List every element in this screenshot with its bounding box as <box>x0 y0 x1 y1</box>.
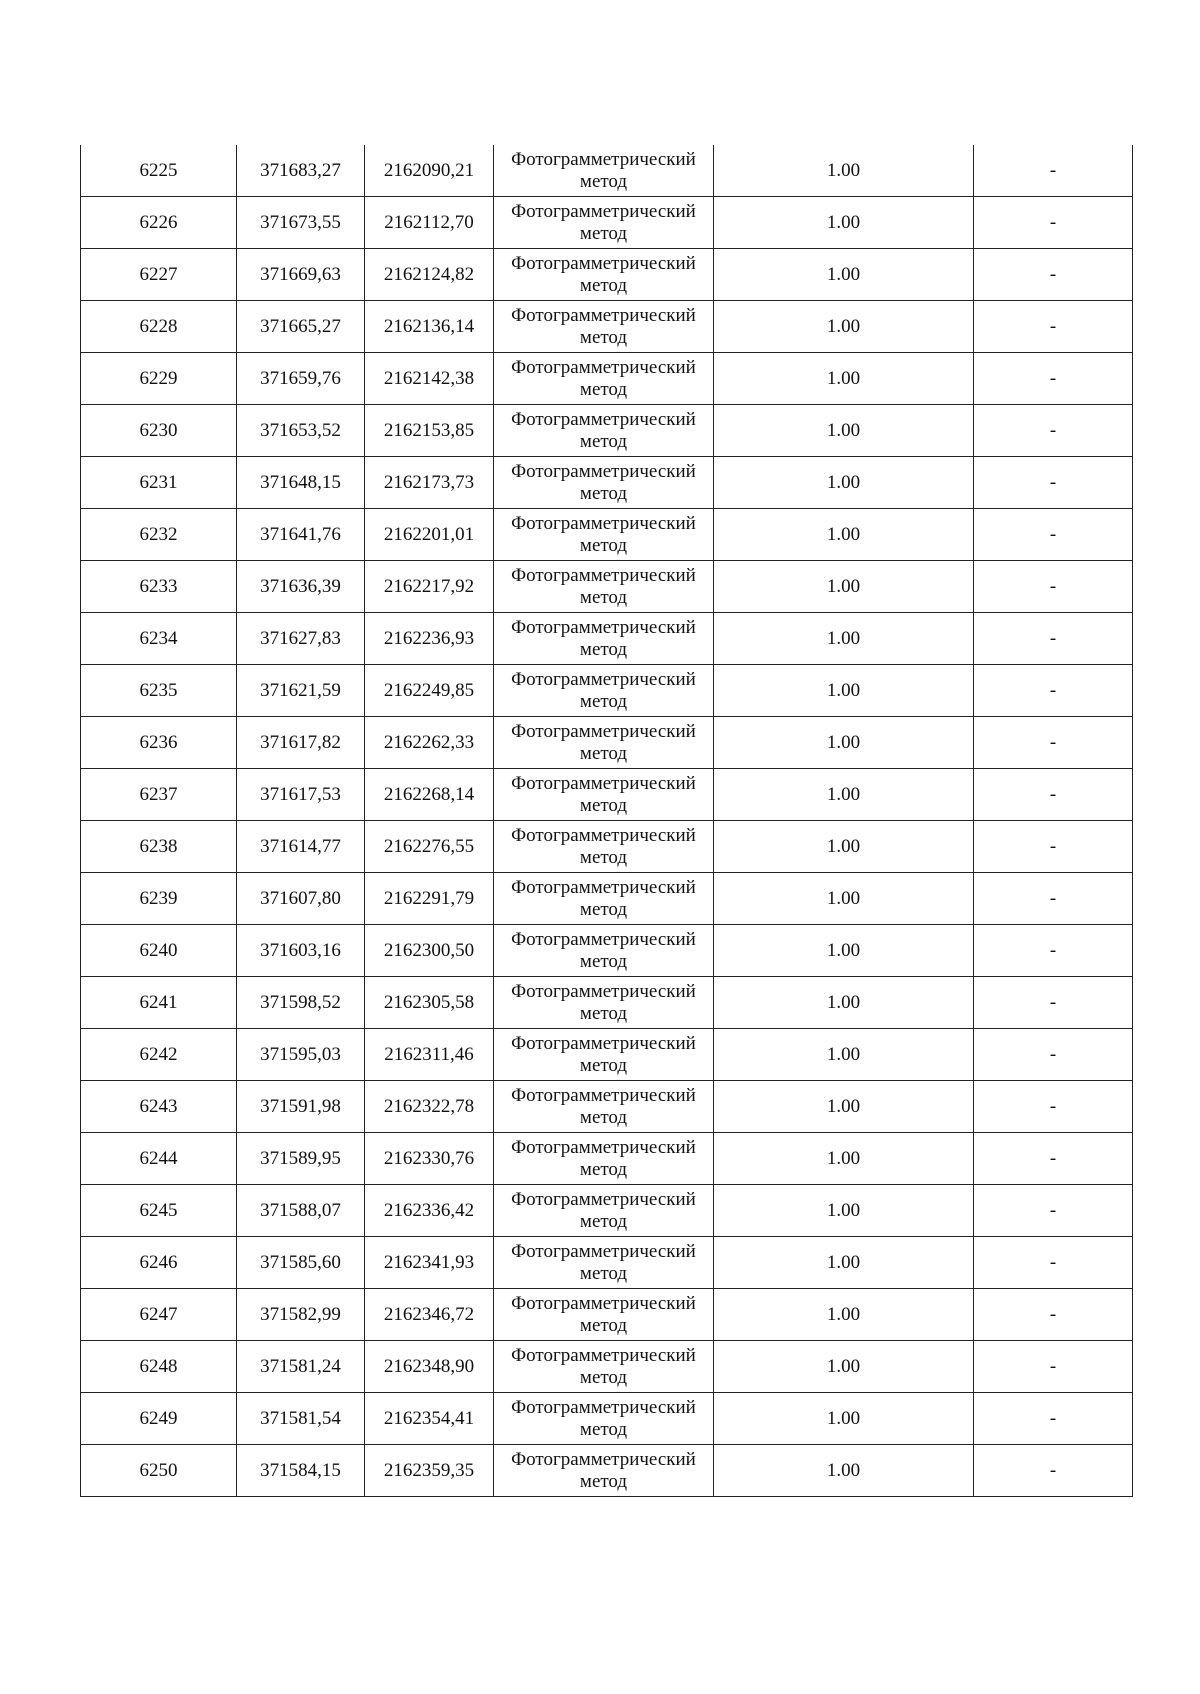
method-line-2: метод <box>579 1210 628 1232</box>
method-line-2: метод <box>579 1418 628 1440</box>
note-cell: - <box>974 561 1133 613</box>
note-cell: - <box>974 457 1133 509</box>
x-coordinate-cell: 371607,80 <box>237 873 365 925</box>
note-cell: - <box>974 665 1133 717</box>
point-number-cell: 6248 <box>81 1341 237 1393</box>
method-cell <box>494 873 714 925</box>
point-number-cell: 6234 <box>81 613 237 665</box>
note-cell: - <box>974 1445 1133 1497</box>
table-row <box>81 1133 1133 1185</box>
method-cell <box>494 977 714 1029</box>
precision-cell: 1.00 <box>714 301 974 353</box>
method-line-1: Фотограмметрический <box>511 1136 696 1158</box>
precision-cell: 1.00 <box>714 925 974 977</box>
method-cell <box>494 457 714 509</box>
y-coordinate-cell: 2162124,82 <box>365 249 494 301</box>
point-number-cell: 6233 <box>81 561 237 613</box>
note-cell: - <box>974 1341 1133 1393</box>
method-line-1: Фотограмметрический <box>511 1292 696 1314</box>
method-line-2: метод <box>579 222 628 244</box>
precision-cell: 1.00 <box>714 1081 974 1133</box>
precision-cell: 1.00 <box>714 457 974 509</box>
method-cell <box>494 821 714 873</box>
x-coordinate-cell: 371581,24 <box>237 1341 365 1393</box>
precision-cell: 1.00 <box>714 1029 974 1081</box>
precision-cell: 1.00 <box>714 665 974 717</box>
note-cell: - <box>974 821 1133 873</box>
table-row <box>81 1341 1133 1393</box>
note-cell: - <box>974 509 1133 561</box>
method-line-1: Фотограмметрический <box>511 616 696 638</box>
method-line-1: Фотограмметрический <box>511 824 696 846</box>
point-number-cell: 6243 <box>81 1081 237 1133</box>
x-coordinate-cell: 371659,76 <box>237 353 365 405</box>
table-row <box>81 561 1133 613</box>
y-coordinate-cell: 2162354,41 <box>365 1393 494 1445</box>
table-row <box>81 665 1133 717</box>
note-cell: - <box>974 1081 1133 1133</box>
precision-cell: 1.00 <box>714 977 974 1029</box>
method-cell <box>494 353 714 405</box>
table-row <box>81 925 1133 977</box>
table-row <box>81 821 1133 873</box>
x-coordinate-cell: 371584,15 <box>237 1445 365 1497</box>
y-coordinate-cell: 2162249,85 <box>365 665 494 717</box>
method-line-2: метод <box>579 950 628 972</box>
x-coordinate-cell: 371641,76 <box>237 509 365 561</box>
precision-cell: 1.00 <box>714 197 974 249</box>
table-row <box>81 353 1133 405</box>
y-coordinate-cell: 2162217,92 <box>365 561 494 613</box>
point-number-cell: 6226 <box>81 197 237 249</box>
method-line-2: метод <box>579 482 628 504</box>
table-row <box>81 873 1133 925</box>
method-line-1: Фотограмметрический <box>511 1240 696 1262</box>
table-row <box>81 613 1133 665</box>
method-cell <box>494 1341 714 1393</box>
table-row <box>81 509 1133 561</box>
method-cell <box>494 1133 714 1185</box>
precision-cell: 1.00 <box>714 821 974 873</box>
note-cell: - <box>974 1393 1133 1445</box>
method-line-1: Фотограмметрический <box>511 200 696 222</box>
table-row <box>81 405 1133 457</box>
point-number-cell: 6244 <box>81 1133 237 1185</box>
y-coordinate-cell: 2162336,42 <box>365 1185 494 1237</box>
note-cell: - <box>974 613 1133 665</box>
x-coordinate-cell: 371617,53 <box>237 769 365 821</box>
method-line-2: метод <box>579 1106 628 1128</box>
y-coordinate-cell: 2162142,38 <box>365 353 494 405</box>
x-coordinate-cell: 371582,99 <box>237 1289 365 1341</box>
y-coordinate-cell: 2162311,46 <box>365 1029 494 1081</box>
y-coordinate-cell: 2162112,70 <box>365 197 494 249</box>
x-coordinate-cell: 371591,98 <box>237 1081 365 1133</box>
method-line-1: Фотограмметрический <box>511 356 696 378</box>
table-row <box>81 1445 1133 1497</box>
note-cell: - <box>974 873 1133 925</box>
method-line-1: Фотограмметрический <box>511 1188 696 1210</box>
point-number-cell: 6239 <box>81 873 237 925</box>
method-cell <box>494 249 714 301</box>
precision-cell: 1.00 <box>714 717 974 769</box>
point-number-cell: 6230 <box>81 405 237 457</box>
method-line-2: метод <box>579 1314 628 1336</box>
y-coordinate-cell: 2162276,55 <box>365 821 494 873</box>
method-line-2: метод <box>579 690 628 712</box>
method-line-2: метод <box>579 794 628 816</box>
method-line-1: Фотограмметрический <box>511 1448 696 1470</box>
point-number-cell: 6247 <box>81 1289 237 1341</box>
method-line-1: Фотограмметрический <box>511 564 696 586</box>
method-cell <box>494 405 714 457</box>
precision-cell: 1.00 <box>714 1445 974 1497</box>
method-line-2: метод <box>579 1158 628 1180</box>
coordinates-table <box>80 145 1133 1497</box>
y-coordinate-cell: 2162348,90 <box>365 1341 494 1393</box>
method-line-2: метод <box>579 326 628 348</box>
method-cell <box>494 1185 714 1237</box>
method-cell <box>494 925 714 977</box>
y-coordinate-cell: 2162305,58 <box>365 977 494 1029</box>
method-line-1: Фотограмметрический <box>511 772 696 794</box>
x-coordinate-cell: 371598,52 <box>237 977 365 1029</box>
note-cell: - <box>974 769 1133 821</box>
precision-cell: 1.00 <box>714 249 974 301</box>
x-coordinate-cell: 371669,63 <box>237 249 365 301</box>
method-cell <box>494 197 714 249</box>
method-line-1: Фотограмметрический <box>511 1396 696 1418</box>
y-coordinate-cell: 2162291,79 <box>365 873 494 925</box>
point-number-cell: 6238 <box>81 821 237 873</box>
y-coordinate-cell: 2162201,01 <box>365 509 494 561</box>
table-row <box>81 457 1133 509</box>
method-line-2: метод <box>579 1262 628 1284</box>
method-line-1: Фотограмметрический <box>511 408 696 430</box>
point-number-cell: 6225 <box>81 145 237 197</box>
x-coordinate-cell: 371648,15 <box>237 457 365 509</box>
precision-cell: 1.00 <box>714 509 974 561</box>
method-cell <box>494 1445 714 1497</box>
note-cell: - <box>974 977 1133 1029</box>
method-line-2: метод <box>579 378 628 400</box>
table-row <box>81 1393 1133 1445</box>
method-line-1: Фотограмметрический <box>511 304 696 326</box>
table-row <box>81 977 1133 1029</box>
note-cell: - <box>974 405 1133 457</box>
y-coordinate-cell: 2162346,72 <box>365 1289 494 1341</box>
note-cell: - <box>974 249 1133 301</box>
method-cell <box>494 1393 714 1445</box>
y-coordinate-cell: 2162341,93 <box>365 1237 494 1289</box>
y-coordinate-cell: 2162262,33 <box>365 717 494 769</box>
point-number-cell: 6245 <box>81 1185 237 1237</box>
point-number-cell: 6242 <box>81 1029 237 1081</box>
point-number-cell: 6237 <box>81 769 237 821</box>
y-coordinate-cell: 2162330,76 <box>365 1133 494 1185</box>
point-number-cell: 6231 <box>81 457 237 509</box>
x-coordinate-cell: 371636,39 <box>237 561 365 613</box>
method-cell <box>494 613 714 665</box>
method-cell <box>494 509 714 561</box>
y-coordinate-cell: 2162136,14 <box>365 301 494 353</box>
method-cell <box>494 1029 714 1081</box>
table-row <box>81 1029 1133 1081</box>
y-coordinate-cell: 2162268,14 <box>365 769 494 821</box>
x-coordinate-cell: 371581,54 <box>237 1393 365 1445</box>
point-number-cell: 6236 <box>81 717 237 769</box>
precision-cell: 1.00 <box>714 353 974 405</box>
method-cell <box>494 1081 714 1133</box>
method-cell <box>494 1289 714 1341</box>
method-cell <box>494 769 714 821</box>
y-coordinate-cell: 2162300,50 <box>365 925 494 977</box>
y-coordinate-cell: 2162090,21 <box>365 145 494 197</box>
precision-cell: 1.00 <box>714 1289 974 1341</box>
method-line-2: метод <box>579 534 628 556</box>
method-line-2: метод <box>579 274 628 296</box>
coordinates-table-body <box>81 145 1133 1497</box>
method-line-1: Фотограмметрический <box>511 1084 696 1106</box>
precision-cell: 1.00 <box>714 1133 974 1185</box>
method-line-2: метод <box>579 898 628 920</box>
method-line-1: Фотограмметрический <box>511 1344 696 1366</box>
precision-cell: 1.00 <box>714 561 974 613</box>
x-coordinate-cell: 371595,03 <box>237 1029 365 1081</box>
x-coordinate-cell: 371653,52 <box>237 405 365 457</box>
note-cell: - <box>974 925 1133 977</box>
note-cell: - <box>974 1185 1133 1237</box>
method-line-2: метод <box>579 1366 628 1388</box>
point-number-cell: 6235 <box>81 665 237 717</box>
method-line-2: метод <box>579 1470 628 1492</box>
method-cell <box>494 301 714 353</box>
method-line-1: Фотограмметрический <box>511 928 696 950</box>
precision-cell: 1.00 <box>714 613 974 665</box>
precision-cell: 1.00 <box>714 405 974 457</box>
point-number-cell: 6246 <box>81 1237 237 1289</box>
point-number-cell: 6241 <box>81 977 237 1029</box>
table-row <box>81 301 1133 353</box>
method-line-2: метод <box>579 1002 628 1024</box>
method-line-1: Фотограмметрический <box>511 460 696 482</box>
precision-cell: 1.00 <box>714 1341 974 1393</box>
table-row <box>81 145 1133 197</box>
note-cell: - <box>974 353 1133 405</box>
point-number-cell: 6232 <box>81 509 237 561</box>
method-line-2: метод <box>579 846 628 868</box>
table-row <box>81 717 1133 769</box>
method-line-2: метод <box>579 638 628 660</box>
method-line-2: метод <box>579 742 628 764</box>
method-line-2: метод <box>579 430 628 452</box>
method-line-2: метод <box>579 586 628 608</box>
method-line-1: Фотограмметрический <box>511 668 696 690</box>
note-cell: - <box>974 1289 1133 1341</box>
method-line-1: Фотограмметрический <box>511 252 696 274</box>
y-coordinate-cell: 2162153,85 <box>365 405 494 457</box>
method-cell <box>494 717 714 769</box>
point-number-cell: 6227 <box>81 249 237 301</box>
point-number-cell: 6229 <box>81 353 237 405</box>
table-row <box>81 1081 1133 1133</box>
table-row <box>81 769 1133 821</box>
precision-cell: 1.00 <box>714 873 974 925</box>
x-coordinate-cell: 371627,83 <box>237 613 365 665</box>
method-line-1: Фотограмметрический <box>511 720 696 742</box>
table-row <box>81 1237 1133 1289</box>
method-line-1: Фотограмметрический <box>511 512 696 534</box>
method-cell <box>494 145 714 197</box>
x-coordinate-cell: 371603,16 <box>237 925 365 977</box>
y-coordinate-cell: 2162236,93 <box>365 613 494 665</box>
precision-cell: 1.00 <box>714 769 974 821</box>
x-coordinate-cell: 371585,60 <box>237 1237 365 1289</box>
x-coordinate-cell: 371614,77 <box>237 821 365 873</box>
method-line-1: Фотограмметрический <box>511 980 696 1002</box>
method-line-1: Фотограмметрический <box>511 1032 696 1054</box>
method-line-2: метод <box>579 170 628 192</box>
note-cell: - <box>974 1029 1133 1081</box>
point-number-cell: 6250 <box>81 1445 237 1497</box>
x-coordinate-cell: 371617,82 <box>237 717 365 769</box>
method-cell <box>494 561 714 613</box>
point-number-cell: 6249 <box>81 1393 237 1445</box>
note-cell: - <box>974 1133 1133 1185</box>
point-number-cell: 6228 <box>81 301 237 353</box>
table-row <box>81 249 1133 301</box>
point-number-cell: 6240 <box>81 925 237 977</box>
x-coordinate-cell: 371683,27 <box>237 145 365 197</box>
method-cell <box>494 1237 714 1289</box>
x-coordinate-cell: 371588,07 <box>237 1185 365 1237</box>
table-row <box>81 197 1133 249</box>
table-row <box>81 1289 1133 1341</box>
y-coordinate-cell: 2162359,35 <box>365 1445 494 1497</box>
method-line-1: Фотограмметрический <box>511 148 696 170</box>
precision-cell: 1.00 <box>714 145 974 197</box>
note-cell: - <box>974 301 1133 353</box>
x-coordinate-cell: 371621,59 <box>237 665 365 717</box>
note-cell: - <box>974 717 1133 769</box>
precision-cell: 1.00 <box>714 1237 974 1289</box>
y-coordinate-cell: 2162173,73 <box>365 457 494 509</box>
method-cell <box>494 665 714 717</box>
note-cell: - <box>974 145 1133 197</box>
precision-cell: 1.00 <box>714 1393 974 1445</box>
x-coordinate-cell: 371665,27 <box>237 301 365 353</box>
x-coordinate-cell: 371589,95 <box>237 1133 365 1185</box>
x-coordinate-cell: 371673,55 <box>237 197 365 249</box>
y-coordinate-cell: 2162322,78 <box>365 1081 494 1133</box>
method-line-2: метод <box>579 1054 628 1076</box>
precision-cell: 1.00 <box>714 1185 974 1237</box>
note-cell: - <box>974 1237 1133 1289</box>
method-line-1: Фотограмметрический <box>511 876 696 898</box>
table-row <box>81 1185 1133 1237</box>
note-cell: - <box>974 197 1133 249</box>
